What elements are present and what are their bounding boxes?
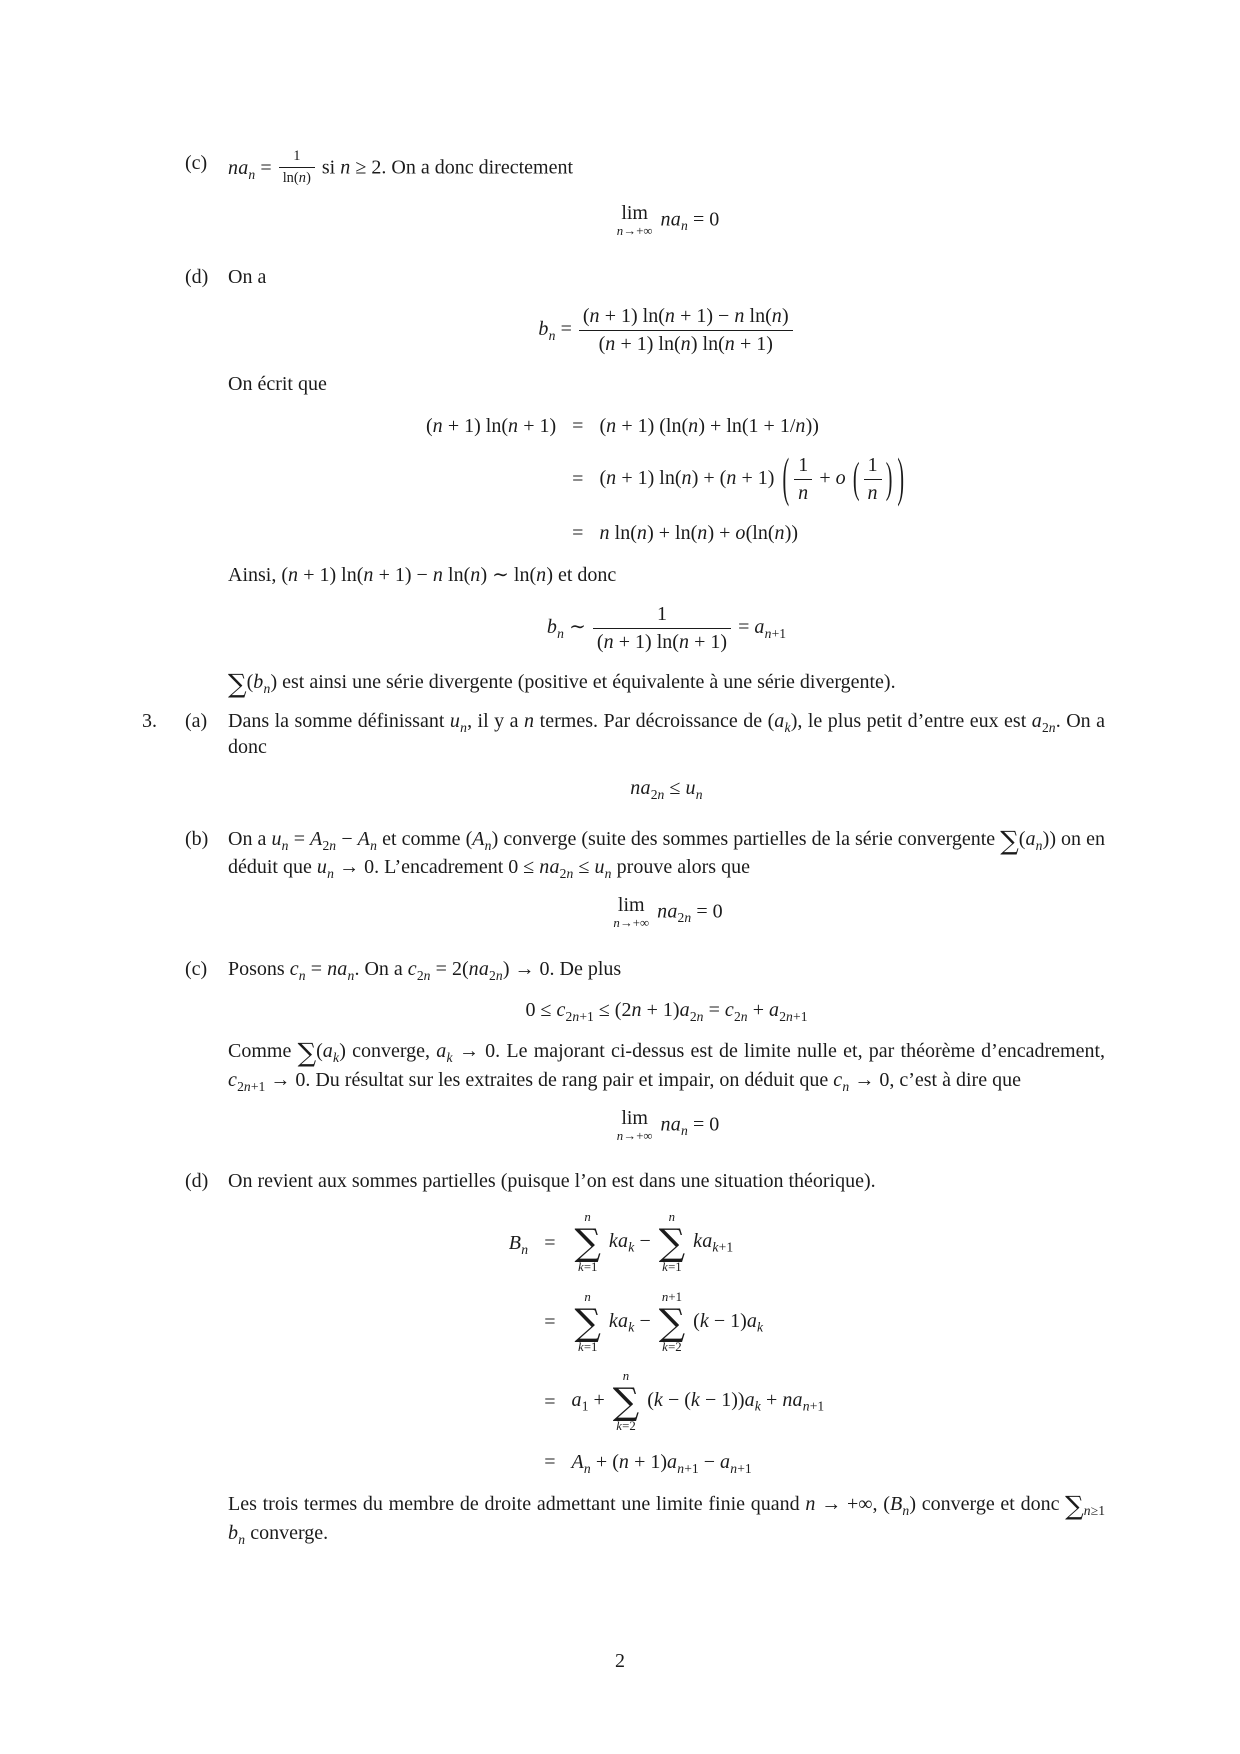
display-equation: lim n→+∞ $na_{2n} = 0$ xyxy=(613,894,723,931)
display-equation: lim n→+∞ $na_n = 0$ xyxy=(616,1106,720,1143)
equation-rhs: n ∑ k=1 $ka_k$ − n+1 ∑ k=2 $(k - 1)a_k$ xyxy=(574,1289,764,1354)
equation-rhs: $a_1$ + n ∑ k=2 $(k - (k - 1))a_k + na_{n+1}$ xyxy=(571,1369,825,1434)
equation-relation: = xyxy=(572,468,584,491)
paragraph: Comme $\sum(a_k)$ converge, $a_k \to 0$. Le majorant ci-dessus est de limite nulle et, par théorème d’encadrement, $c_{2n+1} \to 0$. Du résultat sur les extraites de rang pair et impair, on déduit que $c_n \to 0$, c’est à dire que xyxy=(228,1038,1105,1094)
equation-relation: = xyxy=(544,1450,556,1473)
paragraph: $\sum(b_n)$ est ainsi une série divergente (positive et équivalente à une série divergente). xyxy=(228,669,896,700)
item-label: (d) xyxy=(185,265,209,288)
equation-relation: = xyxy=(572,521,584,544)
list-item-d xyxy=(185,264,1105,698)
list-item-3a xyxy=(185,708,1105,816)
paragraph: On écrit que xyxy=(228,372,327,395)
item-label: (c) xyxy=(185,152,208,174)
equation-rhs: (n + 1) (ln(n) + ln(1 + 1/n)) xyxy=(599,414,819,437)
equation-rhs: n ∑ k=1 $ka_k$ − n ∑ k=1 $ka_{k+1}$ xyxy=(574,1210,734,1275)
page-number: 2 xyxy=(615,1650,625,1672)
list-item-3c xyxy=(185,956,1105,1158)
display-equation: $na_{2n} \le u_n$ xyxy=(630,776,703,802)
equation-relation: = xyxy=(544,1311,556,1334)
equation-relation: = xyxy=(572,414,584,437)
paragraph: Ainsi, (n + 1) ln(n + 1) − n ln(n) ∼ ln(n) et donc xyxy=(228,563,617,586)
equation-rhs: n ln(n) + ln(n) + o(ln(n)) xyxy=(599,521,799,544)
paragraph: Posons $c_n = na_n$. On a $c_{2n} = 2(na_{2n}) \to 0$. De plus xyxy=(228,957,622,983)
item-label: (d) xyxy=(185,1170,209,1193)
paragraph: Dans la somme définissant $u_n$, il y a n termes. Par décroissance de $(a_k)$, le plus petit d’entre eux est $a_{2n}$. On a donc xyxy=(228,709,1106,758)
paragraph: $na_n$ = $\frac{1}{\ln(n)}$ si n ≥ 2. On a donc directement xyxy=(228,148,574,186)
list-item-3d xyxy=(185,1168,1105,1545)
equation-rhs: (n + 1) ln(n) + (n + 1) ( $\frac{1}{n}$ + o ( $\frac{1}{n}$ ) ) xyxy=(599,449,905,510)
equation-array xyxy=(426,413,907,546)
item-2-continuation xyxy=(142,150,1105,708)
paragraph: Les trois termes du membre de droite admettant une limite finie quand n → +∞, $(B_n)$ converge et donc $\sum_{n\ge 1}$ $b_n$ converge. xyxy=(228,1491,1105,1547)
paragraph: On a xyxy=(228,265,267,288)
item-number-label: 3. xyxy=(142,709,157,732)
equation-relation: = xyxy=(544,1390,556,1413)
equation-rhs: $A_n + (n + 1)a_{n+1} - a_{n+1}$ xyxy=(571,1450,752,1476)
paragraph: On a $u_n = A_{2n} - A_n$ et comme $(A_n)$ converge (suite des sommes partielles de la série convergente $\sum(a_n)$) on en déduit que $u_n \to 0$. L’encadrement $0 \le na_{2n} \le u_n$ prouve alors que xyxy=(228,826,1105,881)
equation-lhs: (n + 1) ln(n + 1) xyxy=(425,414,557,437)
item-label: (b) xyxy=(185,827,209,850)
list-item-c xyxy=(185,150,1105,254)
equation-lhs: $B_n$ xyxy=(508,1231,529,1257)
item-label: (c) xyxy=(185,957,208,980)
equation-relation: = xyxy=(544,1231,556,1254)
list-item-3b xyxy=(185,826,1105,946)
equation-array xyxy=(509,1210,824,1475)
list-item-3 xyxy=(142,708,1105,1556)
display-equation: lim n→+∞ $na_n = 0$ xyxy=(616,202,720,239)
paragraph: On revient aux sommes partielles (puisque l’on est dans une situation théorique). xyxy=(228,1170,876,1193)
display-equation: $b_n$ ∼ $\frac{1}{(n + 1) \ln(n + 1)}$ = $a_{n+1}$ xyxy=(546,602,787,653)
display-equation: $b_n$ = $\frac{\text{(n + 1) ln(n + 1) − n ln(n)}}{(n + 1) \ln(n) \ln(n + 1)}$ xyxy=(228,305,1105,356)
display-equation: $0 \le c_{2n+1} \le (2n + 1)a_{2n} = c_{2n} + a_{2n+1}$ xyxy=(525,998,808,1024)
item-label: (a) xyxy=(185,709,208,732)
